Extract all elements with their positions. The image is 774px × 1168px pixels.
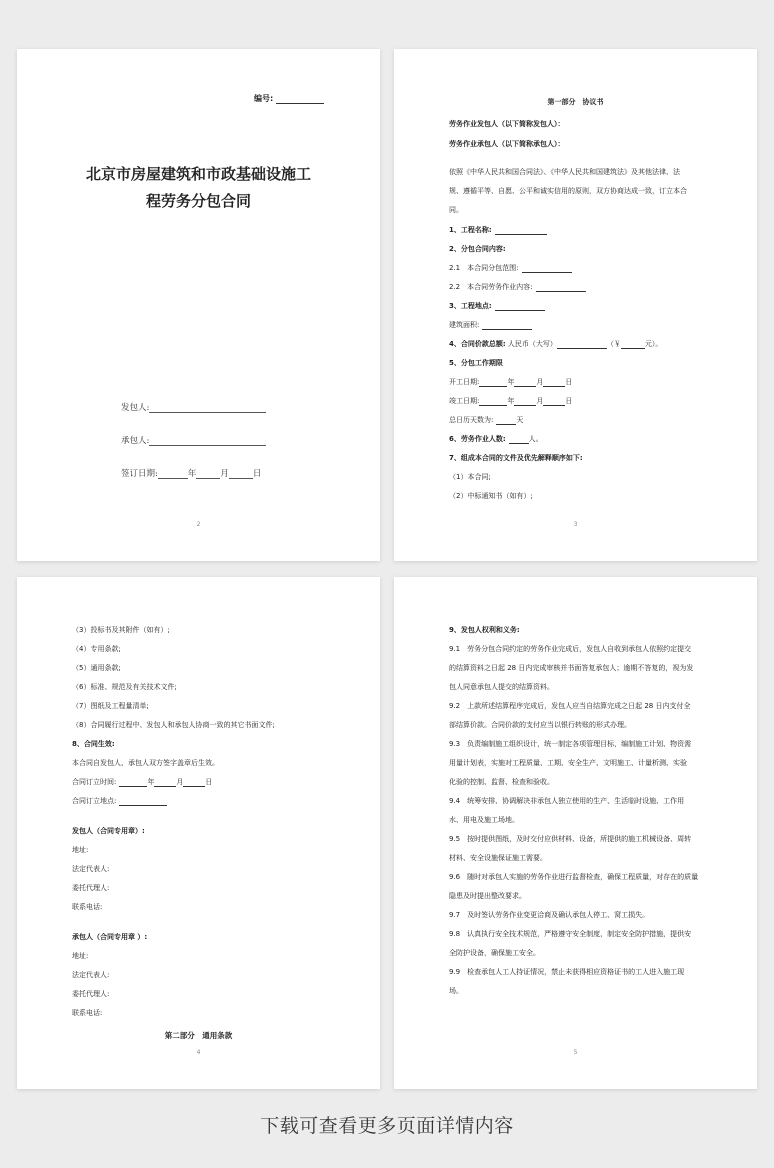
clause-line: 全防护设备，确保施工安全。 <box>449 949 540 957</box>
clause-line: 9.9 检查承包人工人持证情况，禁止未获得相应资格证书的工人进入施工现 <box>449 968 685 976</box>
sign-date-label: 签订日期: <box>121 469 158 479</box>
building-area <box>449 321 532 330</box>
sign-year-label: 年 <box>147 778 155 786</box>
contractor-blank <box>149 436 266 446</box>
start-year-blank <box>479 378 507 387</box>
sign-year-blank <box>119 778 147 787</box>
sign-day-blank <box>183 778 205 787</box>
clause-line: 9.1 劳务分包合同约定的劳务作业完成后，发包人自收到承包人依照约定提交 <box>449 645 692 653</box>
project-name-blank <box>495 226 547 235</box>
contractor-agent: 委托代理人: <box>72 990 110 998</box>
cover-title-line2: 程劳务分包合同 <box>145 192 251 210</box>
sign-time-label: 合同订立时间: <box>72 778 117 786</box>
cover-page <box>17 49 380 561</box>
project-location <box>449 302 545 311</box>
start-day-label: 日 <box>565 378 573 386</box>
sign-place-label: 合同订立地点: <box>72 797 117 805</box>
total-days-blank <box>496 416 516 425</box>
general-terms-page <box>394 577 757 1089</box>
labor-content-label: 2.2 本合同劳务作业内容: <box>449 283 533 291</box>
clause-line: 9.3 负责编制施工组织设计，统一制定各项管理目标，编制施工计划、物资需 <box>449 740 692 748</box>
agreement-page <box>394 49 757 561</box>
end-date <box>449 397 572 406</box>
employer-legal-rep: 法定代表人: <box>72 865 110 873</box>
document-item: （2）中标通知书（如有）; <box>449 492 533 500</box>
page-number: 2 <box>196 521 201 528</box>
sign-place-blank <box>119 797 167 806</box>
agreement-page-continued <box>17 577 380 1089</box>
total-days <box>449 416 523 425</box>
employer-label: 发包人: <box>121 403 150 413</box>
document-item: （3）投标书及其附件（如有）; <box>72 626 170 634</box>
clause-line: 9.6 随时对承包人实施的劳务作业进行监督检查，确保工程质量，对存在的质量 <box>449 873 699 881</box>
clause-line: 包人同意承包人提交的结算资料。 <box>449 683 554 691</box>
document-item: （5）通用条款; <box>72 664 121 672</box>
start-year-label: 年 <box>507 378 515 386</box>
end-month-blank <box>514 397 536 406</box>
document-item: （7）图纸及工程量清单; <box>72 702 149 710</box>
yen-blank <box>621 340 645 349</box>
cover-title <box>17 161 380 215</box>
day-blank <box>229 469 253 479</box>
person-unit: 人。 <box>528 435 543 443</box>
days-unit: 天 <box>516 416 524 424</box>
document-item: （6）标准、规范及有关技术文件; <box>72 683 177 691</box>
subcontract-scope-blank <box>522 264 572 273</box>
employer-line: 劳务作业发包人（以下简称发包人）： <box>449 120 565 128</box>
employer-seal: 发包人（合同专用章）: <box>72 827 145 835</box>
project-location-label: 3、工程地点: <box>449 302 492 310</box>
labor-count-blank <box>509 435 529 444</box>
start-month-blank <box>514 378 536 387</box>
sign-month-label: 月 <box>176 778 184 786</box>
start-date <box>449 378 572 387</box>
employer-blank <box>149 403 266 413</box>
labor-content-blank <box>536 283 586 292</box>
clause-line: 9.5 按时提供图纸，及时交付应供材料、设备，所提供的施工机械设备、周转 <box>449 835 692 843</box>
contractor-phone: 联系电话: <box>72 1009 103 1017</box>
page-number: 3 <box>573 521 578 528</box>
clause-line: 9.4 统筹安排、协调解决非承包人独立使用的生产、生活临时设施、工作用 <box>449 797 685 805</box>
subcontract-content: 2、分包合同内容: <box>449 245 506 253</box>
clause-line: 9.8 认真执行安全技术规范，严格遵守安全制度，制定安全防护措施，提供安 <box>449 930 692 938</box>
end-day-label: 日 <box>565 397 573 405</box>
subcontract-scope-label: 2.1 本合同分包范围: <box>449 264 519 272</box>
project-name <box>449 226 547 235</box>
clause-line: 材料、安全设施保证施工需要。 <box>449 854 547 862</box>
labor-count-label: 6、劳务作业人数: <box>449 435 506 443</box>
employer-rights-heading: 9、发包人权利和义务: <box>449 626 520 634</box>
contract-price <box>449 340 662 349</box>
employer-phone: 联系电话: <box>72 903 103 911</box>
page-number: 4 <box>196 1049 201 1056</box>
contractor-label: 承包人: <box>121 436 150 446</box>
start-month-label: 月 <box>536 378 544 386</box>
contract-price-label: 4、合同价款总额: <box>449 340 506 348</box>
clause-line: 的结算资料之日起 28 日内完成审核并书面答复承包人；逾期不答复的，视为发 <box>449 664 694 672</box>
end-year-blank <box>479 397 507 406</box>
project-location-blank <box>495 302 545 311</box>
clause-line: 水、用电及施工场地。 <box>449 816 519 824</box>
contract-code-label: 编号: <box>254 94 274 103</box>
document-item: （8）合同履行过程中、发包人和承包人协商一致的其它书面文件; <box>72 721 275 729</box>
part1-heading: 第一部分 协议书 <box>547 98 604 106</box>
day-label: 日 <box>252 469 262 479</box>
work-period: 5、分包工作期限 <box>449 359 503 367</box>
employer-address: 地址: <box>72 846 89 854</box>
contractor-seal: 承包人（合同专用章 ）: <box>72 933 148 941</box>
contract-effect-heading: 8、合同生效: <box>72 740 115 748</box>
preamble-line2: 规、遵循平等、自愿、公平和诚实信用的原则，双方协商达成一致，订立本合 <box>449 187 687 195</box>
sign-place <box>72 797 167 806</box>
total-days-label: 总日历天数为: <box>449 416 494 424</box>
month-label: 月 <box>220 469 229 479</box>
end-month-label: 月 <box>536 397 544 405</box>
start-date-label: 开工日期: <box>449 378 480 386</box>
download-caption: 下载可查看更多页面详情内容 <box>260 1115 514 1137</box>
subcontract-scope <box>449 264 572 273</box>
year-label: 年 <box>187 469 197 479</box>
end-day-blank <box>543 397 565 406</box>
clause-line: 9.7 及时签认劳务作业变更洽商及确认承包人停工、窝工损失。 <box>449 911 650 919</box>
clause-line: 化验的控制、监督、检查和验收。 <box>449 778 554 786</box>
labor-count <box>449 435 543 444</box>
rmb-blank <box>557 340 607 349</box>
contractor-address: 地址: <box>72 952 89 960</box>
contractor-legal-rep: 法定代表人: <box>72 971 110 979</box>
employer-agent: 委托代理人: <box>72 884 110 892</box>
part2-heading: 第二部分 通用条款 <box>164 1031 233 1040</box>
start-day-blank <box>543 378 565 387</box>
month-blank <box>196 469 220 479</box>
end-date-label: 竣工日期: <box>449 397 480 405</box>
preamble-line3: 同。 <box>449 206 463 214</box>
contract-code <box>254 93 324 104</box>
building-area-blank <box>482 321 532 330</box>
contractor-signature <box>121 434 266 446</box>
preamble-line1: 依照《中华人民共和国合同法》、《中华人民共和国建筑法》及其他法律、法 <box>449 168 680 176</box>
document-item: （1）本合同; <box>449 473 491 481</box>
clause-line: 9.2 上款所述结算程序完成后，发包人应当自结算完成之日起 28 日内支付全 <box>449 702 691 710</box>
labor-content <box>449 283 586 292</box>
contract-code-blank <box>276 95 324 104</box>
contract-effect-text: 本合同自发包人、承包人双方签字盖章后生效。 <box>72 759 219 767</box>
sign-date <box>121 467 261 479</box>
end-year-label: 年 <box>507 397 515 405</box>
sign-month-blank <box>154 778 176 787</box>
clause-line: 场。 <box>449 987 463 995</box>
sign-time <box>72 778 212 787</box>
clause-line: 用量计划表，实施对工程质量、工期、安全生产、文明施工、计量析测、实验 <box>449 759 687 767</box>
yen-label: （￥ <box>606 340 621 348</box>
yuan-label: 元）。 <box>644 340 663 348</box>
clause-line: 隐患及时提出整改要求。 <box>449 892 526 900</box>
rmb-label: 人民币（大写） <box>507 340 557 348</box>
contractor-line: 劳务作业承包人（以下简称承包人）： <box>449 140 565 148</box>
sign-day-label: 日 <box>205 778 213 786</box>
year-blank <box>158 469 188 479</box>
employer-signature <box>121 401 266 413</box>
clause-line: 部结算价款。合同价款的支付应当以银行转账的形式办理。 <box>449 721 631 729</box>
cover-title-line1: 北京市房屋建筑和市政基础设施工 <box>85 165 311 183</box>
project-name-label: 1、工程名称: <box>449 226 492 234</box>
documents-heading: 7、组成本合同的文件及优先解释顺序如下: <box>449 454 583 462</box>
document-item: （4）专用条款; <box>72 645 121 653</box>
building-area-label: 建筑面积: <box>449 321 480 329</box>
page-number: 5 <box>573 1049 578 1056</box>
